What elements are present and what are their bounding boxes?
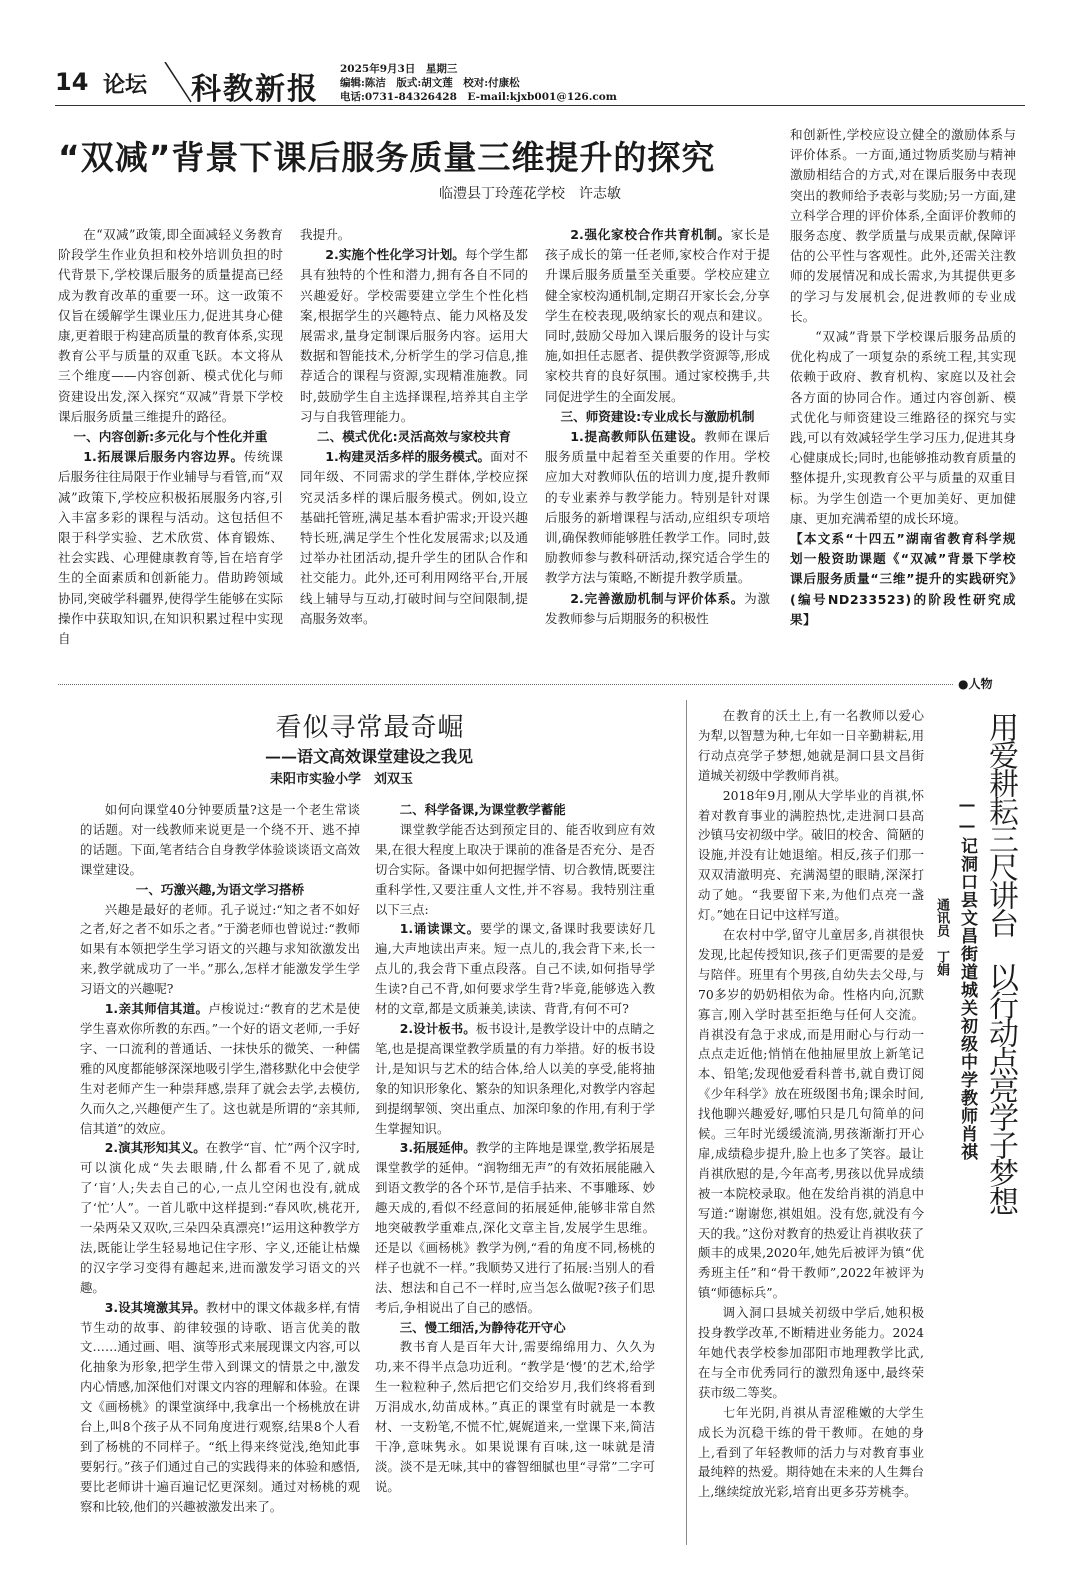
paper-name: 科教新报 <box>191 72 319 107</box>
issue-date: 2025年9月3日 星期三 <box>340 63 458 75</box>
article2-subtitle: ——语文高效课堂建设之我见 <box>265 747 474 766</box>
header-rule <box>55 105 1025 106</box>
article1-column-4 <box>790 125 1016 630</box>
paragraph-text: 传统课后服务往往局限于作业辅导与看管,而“双减”政策下,学校应积极拓展服务内容,引入丰富多彩的课程与活动。这包括但不限于科学实验、艺术欣赏、体育锻炼、社会实践、心理健康教育等,旨在培育学生的全面素质和创新能力。借助跨领域协同,突破学科疆界,使得学生能够在实际操作中获取知识,在知识积累过程中实现自 <box>58 449 283 647</box>
paragraph-lead: 3.设其境激其异。 <box>104 1299 206 1315</box>
page-number: 14 <box>55 68 89 96</box>
paragraph <box>545 589 770 629</box>
header-meta <box>340 62 617 104</box>
section-heading <box>80 880 360 900</box>
paragraph <box>545 427 770 589</box>
paragraph <box>80 1298 360 1517</box>
paragraph-text: 在“双减”政策,即全面减轻义务教育阶段学生作业负担和校外培训负担的时代背景下,学校课后服务的质量提高已经成为教育改革的重要一环。这一政策不仅旨在缓解学生课业压力,促进其身心健康,更着眼于构建高质量的教育体系,实现教育公平与质量的双重飞跃。本文将从三个维度——内容创新、模式优化与师资建设出发,深入探究“双减”背景下学校课后服务质量三维提升的路径。 <box>58 227 283 424</box>
paragraph <box>58 225 283 427</box>
paragraph-text: 课堂教学能否达到预定目的、能否收到应有效果,在很大程度上取决于课前的准备是否充分、是否切合实际。备课中如何把握学情、切合教情,既要注重科学性,又要注重人文性,并不容易。我特别注重以下三点: <box>375 821 655 917</box>
paragraph <box>790 125 1016 327</box>
paragraph-text: 教书育人是百年大计,需要绵绵用力、久久为功,来不得半点急功近利。“教学是‘慢’的艺术,给学生一粒粒种子,然后把它们交给岁月,我们终将看到万涓成水,幼苗成林。”真正的课堂有时就是一本教材、一支粉笔,不慌不忙,娓娓道来,一堂课下来,简洁干净,意味隽永。如果说课有百味,这一味就是清淡。淡不是无味,其中的睿智细腻也里“寻常”二字可说。 <box>375 1339 655 1494</box>
paragraph <box>790 327 1016 529</box>
paragraph-text: 【本文系“十四五”湖南省教育科学规划一般资助课题《“双减”背景下学校课后服务质量“三维”提升的实践研究》(编号ND233523)的阶段性研究成果】 <box>790 531 1016 627</box>
divider-label <box>958 675 993 692</box>
paragraph <box>375 919 655 1019</box>
article3-separator <box>686 700 687 1545</box>
article1-title: “双减”背景下课后服务质量三维提升的探究 <box>58 138 716 177</box>
paragraph-lead: 2.演其形知其义。 <box>104 1140 206 1156</box>
article1-byline: 临澧县丁玲莲花学校 许志敏 <box>439 186 621 202</box>
paragraph-text: 面对不同年级、不同需求的学生群体,学校应探究灵活多样的课后服务模式。例如,设立基础托管班,满足基本看护需求;开设兴趣特长班,满足学生个性化发展需求;以及通过举办社团活动,提升学生的团队合作和社交能力。此外,还可利用网络平台,开展线上辅导与互动,打破时间与空间限制,提高服务效率。 <box>300 449 528 626</box>
article1-column-2 <box>300 225 528 629</box>
article2-column-1 <box>80 800 360 1517</box>
paragraph-lead: 1.拓展课后服务内容边界。 <box>83 449 244 465</box>
paragraph <box>545 225 770 407</box>
article1-column-1 <box>58 225 283 649</box>
paragraph-text: 2018年9月,刚从大学毕业的肖祺,怀着对教育事业的满腔热忱,走进洞口县高沙镇马安初级中学。破旧的校舍、简陋的设施,并没有让她退缩。相反,孩子们那一双双清澈明亮、充满渴望的眼睛,深深打动了她。“我要留下来,为他们点亮一盏灯。”她在日记中这样写道。 <box>698 787 924 923</box>
paragraph <box>375 820 655 920</box>
paragraph-text: 三、师资建设:专业成长与激励机制 <box>560 408 755 424</box>
paragraph-text: 三、慢工细活,为静待花开守心 <box>399 1319 566 1335</box>
paragraph <box>698 706 924 786</box>
paragraph <box>58 447 283 649</box>
funding-note <box>790 529 1016 630</box>
paragraph-text: “双减”背景下学校课后服务品质的优化构成了一项复杂的系统工程,其实现依赖于政府、教育机构、家庭以及社会各方面的协同合作。通过内容创新、模式优化与师资建设三维路径的探究与实践,可以有效减轻学生学习压力,促进其身心健康成长;同时,也能够推动教育质量的整体提升,实现教育公平与质量的双重目标。为学生创造一个更加美好、更加健康、更加充满希望的成长环境。 <box>790 329 1016 526</box>
paragraph-lead: 1.亲其师信其道。 <box>104 1001 209 1017</box>
section-heading <box>375 1318 655 1338</box>
paragraph-text: 调入洞口县城关初级中学后,她积极投身教学改革,不断精进业务能力。2024年她代表学校参加邵阳市地理教学比武,在与全市优秀同行的激烈角逐中,最终荣获市级二等奖。 <box>698 1305 924 1400</box>
page-header <box>55 62 1025 107</box>
paragraph-text: 板书设计,是教学设计中的点睛之笔,也是提高课堂教学质量的有力举措。好的板书设计,是知识与艺术的结合体,给人以美的享受,能将抽象的知识形象化、繁杂的知识条理化,对教学内容起到提纲挈领、突出重点、加深印象的作用,有利于学生掌握知识。 <box>375 1020 655 1136</box>
paragraph <box>375 1019 655 1138</box>
paragraph <box>80 900 360 1000</box>
section-heading <box>545 407 770 427</box>
paragraph-text: 七年光阴,肖祺从青涩稚嫩的大学生成长为沉稳干练的骨干教师。在她的身上,看到了年轻教师的活力与对教育事业最纯粹的热爱。期待她在未来的人生舞台上,继续绽放光彩,培育出更多芬芳桃李。 <box>698 1404 924 1500</box>
paragraph-text: 在农村中学,留守儿童居多,肖祺很快发现,比起传授知识,孩子们更需要的是爱与陪伴。班里有个男孩,自幼失去父母,与70多岁的奶奶相依为命。性格内向,沉默寡言,刚入学时甚至拒绝与任何人交流。肖祺没有急于求成,而是用耐心与行动一点点走近他;悄悄在他抽屉里放上新笔记本、铅笔;发现他爱看科普书,就自费订阅《少年科学》放在班级图书角;课余时间,找他聊兴趣爱好,哪怕只是几句简单的问候。三年时光缓缓流淌,男孩渐渐打开心扉,成绩稳步提升,脸上也多了笑容。最让肖祺欣慰的是,今年高考,男孩以优异成绩被一本院校录取。他在发给肖祺的消息中写道:“谢谢您,祺姐姐。没有您,就没有今天的我。”这份对教育的热爱让肖祺收获了颇丰的成果,2020年,她先后被评为镇“优秀班主任”和“骨干教师”,2022年被评为镇“师德标兵”。 <box>698 926 924 1301</box>
paragraph <box>698 1403 924 1503</box>
editor-credits: 编辑:陈洁 版式:胡文莲 校对:付康松 <box>340 77 520 89</box>
article2-column-2 <box>375 800 655 1497</box>
paragraph <box>698 1303 924 1403</box>
paragraph-text: 一、巧激兴趣,为语文学习搭桥 <box>135 881 305 897</box>
paragraph-text: 家长是孩子成长的第一任老师,家校合作对于提升课后服务质量至关重要。学校应建立健全家校沟通机制,定期召开家长会,分享学生在校表现,吸纳家长的观点和建议。同时,鼓励父母加入课后服务的设计与实施,如担任志愿者、提供教学资源等,形成家校共育的良好氛围。通过家校携手,共同促进学生的全面发展。 <box>545 227 770 404</box>
paragraph <box>80 1138 360 1297</box>
paragraph <box>80 999 360 1138</box>
paragraph-text: 二、模式优化:灵活高效与家校共育 <box>317 429 511 445</box>
paragraph <box>80 800 360 880</box>
paragraph-text: 教学的主阵地是课堂,教学拓展是课堂教学的延伸。“润物细无声”的有效拓展能融入到语文教学的各个环节,是信手拈来、不事雕琢、妙趣天成的,看似不经意间的拓展延伸,能够非常自然地突破教学重难点,深化文章主旨,发展学生思维。还是以《画杨桃》教学为例,“看的角度不同,杨桃的样子也就不一样。”我顺势又进行了拓展:当别人的看法、想法和自己不一样时,应当怎么做呢?孩子们思考后,争相说出了自己的感悟。 <box>375 1140 655 1315</box>
contact-info: 电话:0731-84326428 E-mail:kjxb001@126.com <box>340 91 617 103</box>
paragraph-text: 兴趣是最好的老师。孔子说过:“知之者不如好之者,好之者不如乐之者。”于漪老师也曾说过:“教师如果有本领把学生学习语文的兴趣与求知欲激发出来,教学就成功了一半。”那么,怎样才能激发学生学习语文的兴趣呢? <box>80 901 360 997</box>
bullet-icon: ● <box>958 677 969 691</box>
section-heading <box>58 427 283 447</box>
paragraph-text: 在教育的沃土上,有一名教师以爱心为犁,以智慧为种,七年如一日辛勤耕耘,用行动点亮学子梦想,她就是洞口县文昌街道城关初级中学教师肖祺。 <box>698 708 924 783</box>
article2-byline: 耒阳市实验小学 刘双玉 <box>270 772 414 787</box>
paragraph-text: 一、内容创新:多元化与个性化并重 <box>73 429 268 445</box>
paragraph-text: 为激发教师参与后期服务的积极性 <box>545 590 770 626</box>
paragraph <box>300 225 528 245</box>
paragraph <box>375 1138 655 1317</box>
paragraph-lead: 1.提高教师队伍建设。 <box>570 429 705 445</box>
paragraph-text: 二、科学备课,为课堂教学蓄能 <box>399 802 566 817</box>
divider-label-text: 人物 <box>968 677 993 691</box>
paragraph-lead: 2.完善激励机制与评价体系。 <box>570 590 745 606</box>
paragraph-lead: 2.设计板书。 <box>399 1020 476 1036</box>
article3-body <box>698 706 924 1502</box>
paragraph-lead: 3.拓展延伸。 <box>399 1140 476 1156</box>
article2-title: 看似寻常最奇崛 <box>275 713 465 743</box>
paragraph-text: 如何向课堂40分钟要质量?这是一个老生常谈的话题。对一线教师来说更是一个绕不开、逃不掉的话题。下面,笔者结合自身教学体验谈谈语文高效课堂建设。 <box>80 802 360 877</box>
paragraph-text: 教师在课后服务质量中起着至关重要的作用。学校应加大对教师队伍的培训力度,提升教师的专业素养与教学能力。特别是针对课后服务的新增课程与活动,应组织专项培训,确保教师能够胜任教学工作。同时,鼓励教师参与教科研活动,探究适合学生的教学方法与策略,不断提升教学质量。 <box>545 429 770 586</box>
paragraph <box>375 1337 655 1496</box>
paragraph-lead: 2.实施个性化学习计划。 <box>325 247 465 263</box>
paragraph-text: 要学的课文,备课时我要读好几遍,大声地读出声来。短一点儿的,我会背下来,长一点儿的,我会背下重点段落。自己不读,如何指导学生读?自己不背,如何要求学生背?毕竟,能够选入教材的文章,都是文质兼美,读读、背背,有何不可? <box>375 921 655 1017</box>
paragraph-text: 在教学“盲、忙”两个汉字时,可以演化成“失去眼睛,什么都看不见了,就成了‘盲’人;失去自己的心,一点儿空闲也没有,就成了‘忙’人”。一首儿歌中这样提到:“春风吹,桃花开,一朵两朵又双吹,三朵四朵真漂亮!”运用这种教学方法,既能让学生轻易地记住字形、字义,还能让枯燥的汉字学习变得有趣起来,进而激发学习语文的兴趣。 <box>80 1140 360 1295</box>
section-heading <box>300 427 528 447</box>
article1-column-3 <box>545 225 770 629</box>
paragraph-text: 卢梭说过:“教育的艺术是使学生喜欢你所教的东西。”一个好的语文老师,一手好字、一口流利的普通话、一抹快乐的微笑、一种儒雅的风度都能够深深地吸引学生,潜移默化中会使学生对老师产生一种崇拜感,崇拜了就会去学,去模仿,久而久之,兴趣便产生了。这也就是所谓的“亲其师,信其道”的效应。 <box>80 1001 360 1136</box>
paragraph-text: 和创新性,学校应设立健全的激励体系与评价体系。一方面,通过物质奖励与精神激励相结合的方式,对在课后服务中表现突出的教师给予表彰与奖励;另一方面,建立科学合理的评价体系,全面评价教师的服务态度、教学质量与成果贡献,保障评估的公平性与客观性。此外,还需关注教师的发展情况和成长需求,为其提供更多的学习与发展机会,促进教师的专业成长。 <box>790 127 1016 324</box>
article3-reporter: 通讯员 丁娟 <box>934 898 949 976</box>
paragraph-text: 每个学生都具有独特的个性和潜力,拥有各自不同的兴趣爱好。学校需要建立学生个性化档案,根据学生的兴趣特点、能力风格及发展需求,量身定制课后服务内容。运用大数据和智能技术,分析学生的学习信息,推荐适合的课程与资源,实现精准施教。同时,鼓励学生自主选择课程,培养其自主学习与自我管理能力。 <box>300 247 528 424</box>
section-name: 论坛 <box>103 73 148 98</box>
article3-subtitle: ——记洞口县文昌街道城关初级中学教师肖祺 <box>957 795 977 1161</box>
paragraph-lead: 1.构建灵活多样的服务模式。 <box>325 449 491 465</box>
paragraph <box>698 786 924 925</box>
paragraph <box>698 925 924 1303</box>
article3-title-line1: 用爱耕耘三尺讲台 <box>983 712 1018 936</box>
paragraph-text: 我提升。 <box>300 227 351 242</box>
section-divider <box>58 684 953 685</box>
paragraph <box>300 447 528 629</box>
paragraph-lead: 1.诵读课文。 <box>399 921 480 937</box>
section-heading <box>375 800 655 820</box>
paragraph-lead: 2.强化家校合作共育机制。 <box>570 227 731 242</box>
article3-title-line2: 以行动点亮学子梦想 <box>983 962 1018 1214</box>
paragraph <box>300 245 528 427</box>
header-slash <box>161 62 195 104</box>
paragraph-text: 教材中的课文体裁多样,有情节生动的故事、韵律较强的诗歌、语言优美的散文……通过画、唱、演等形式来展现课文内容,可以化抽象为形象,把学生带入到课文的情景之中,激发内心情感,加深他们对课文内容的理解和体验。在课文《画杨桃》的课堂演绎中,我拿出一个杨桃放在讲台上,叫8个孩子从不同角度进行观察,结果8个人看到了杨桃的不同样子。“纸上得来终觉浅,绝知此事要躬行。”孩子们通过自己的实践得来的体验和感悟,要比老师讲十遍百遍记忆更深刻。通过对杨桃的观察和比较,他们的兴趣被激发出来了。 <box>80 1299 360 1514</box>
